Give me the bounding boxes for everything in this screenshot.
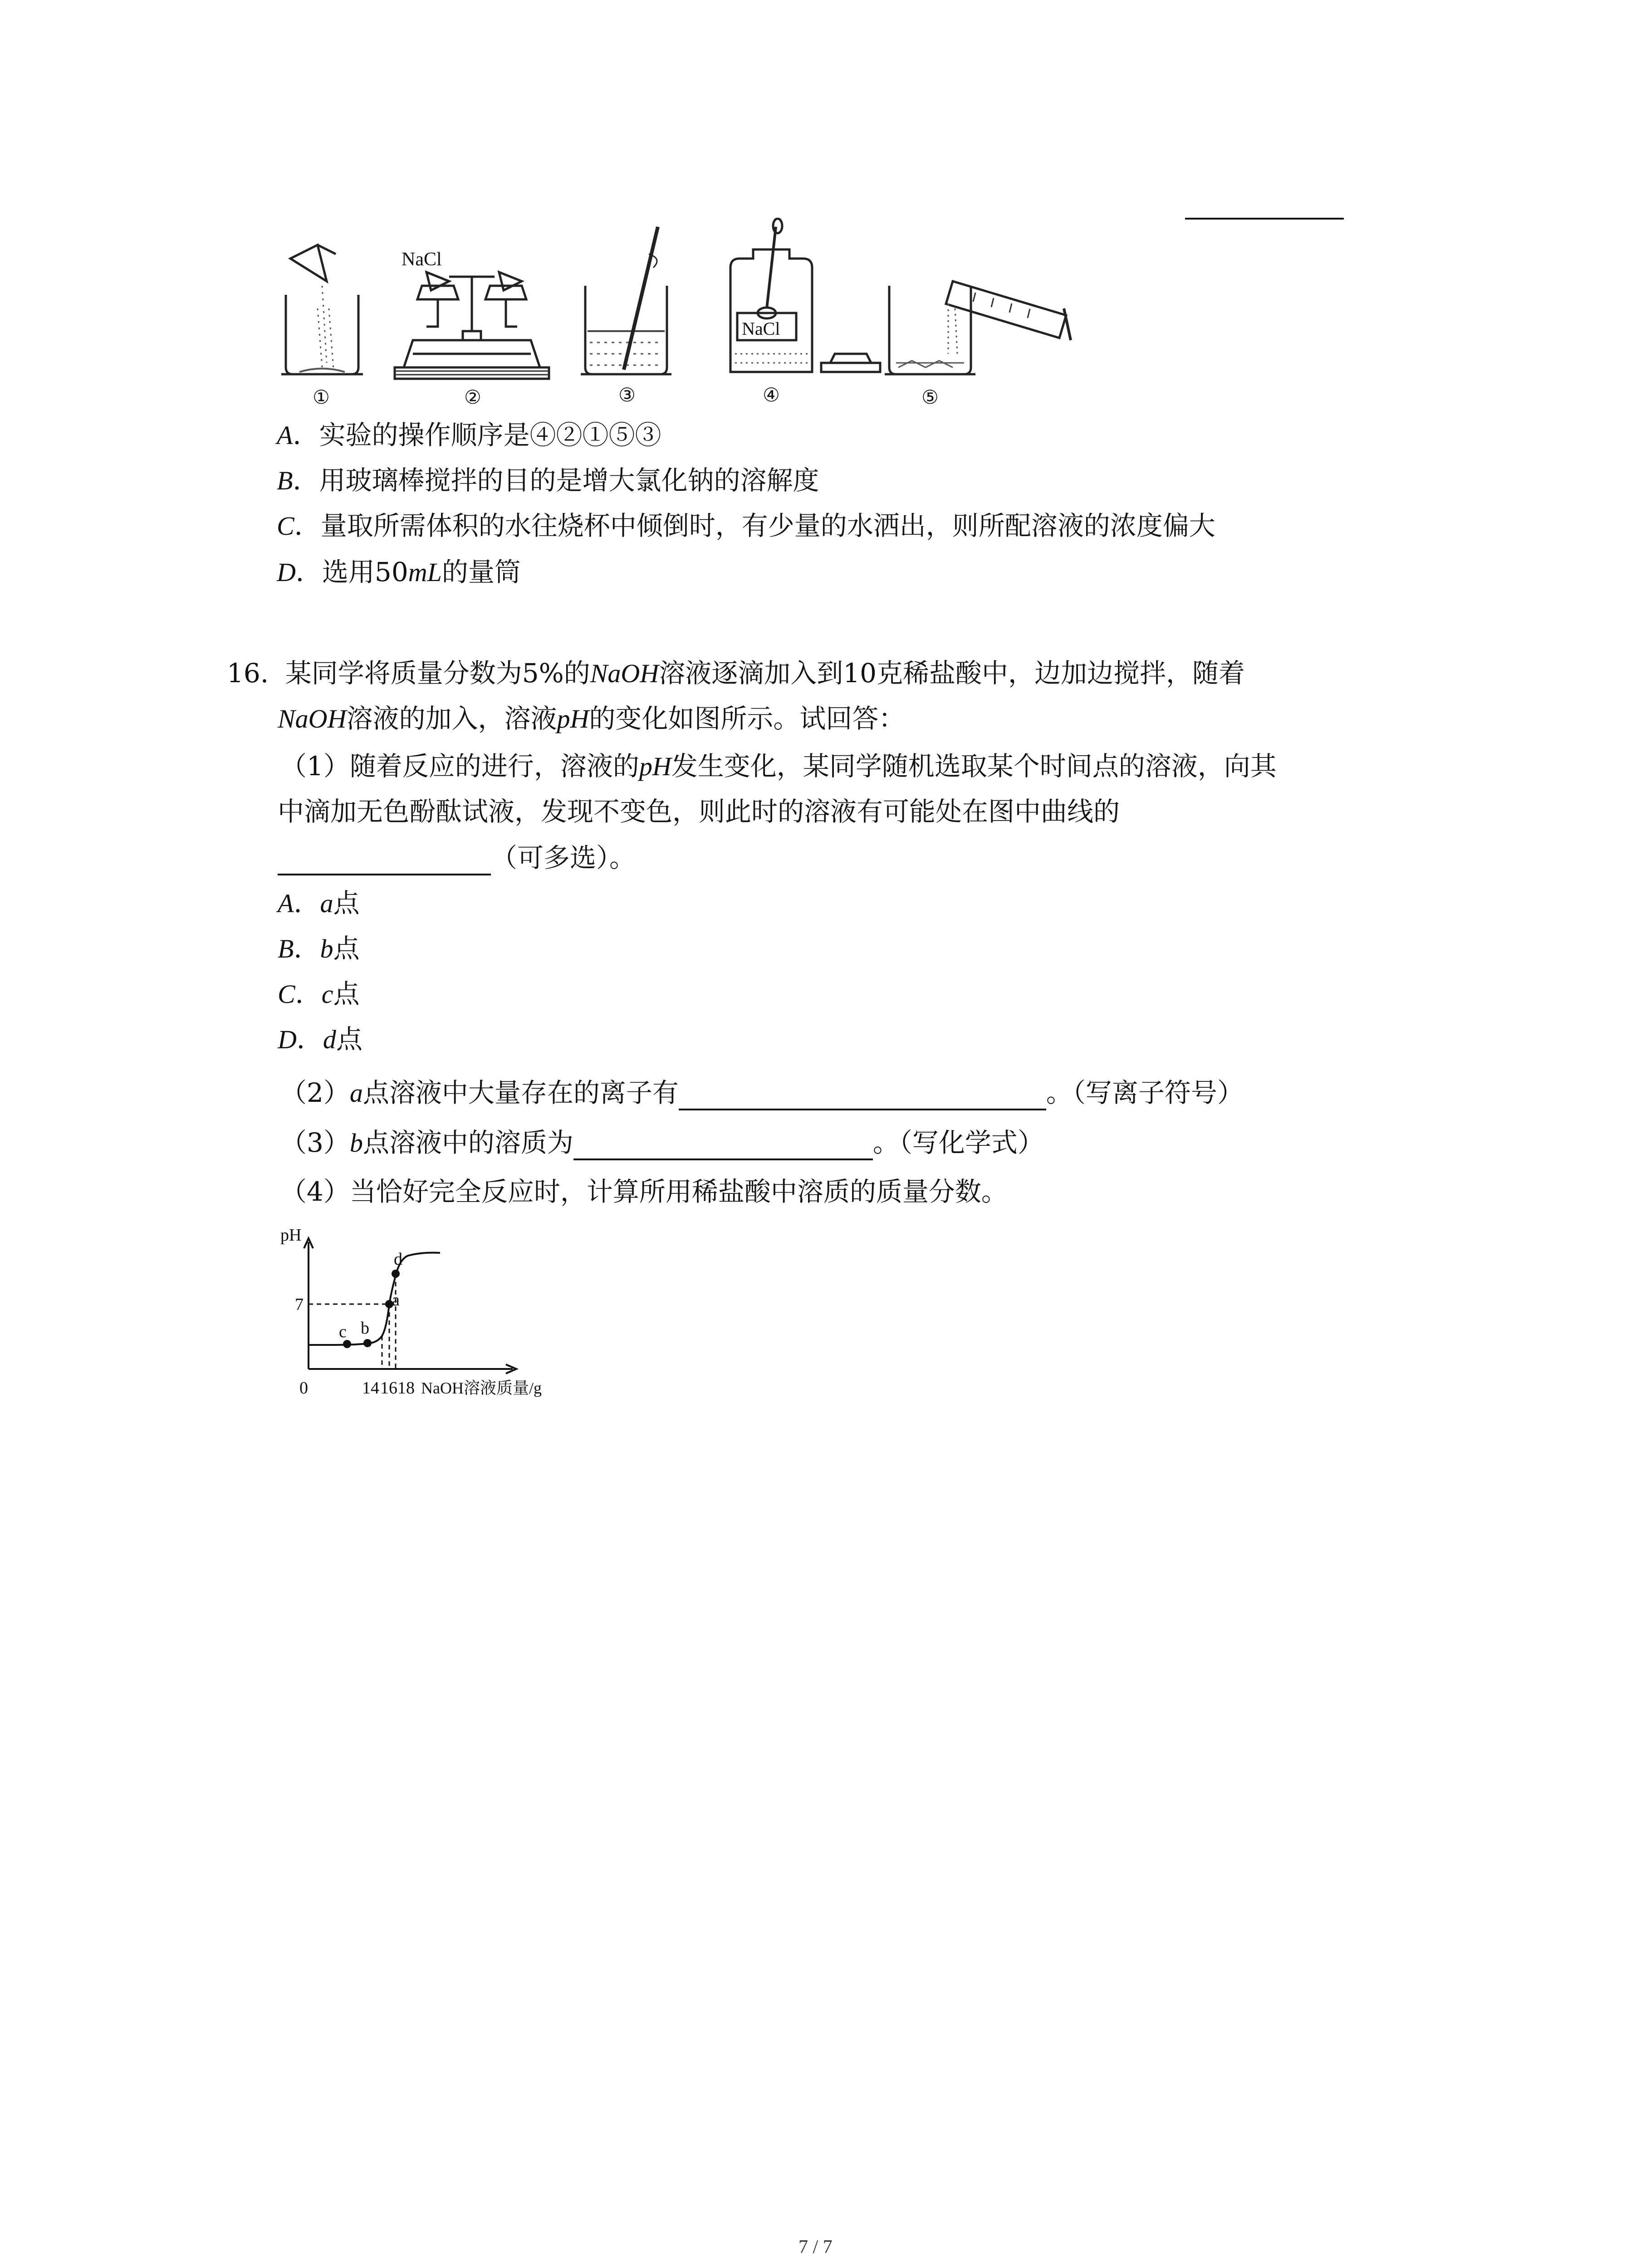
point-b <box>363 1339 372 1347</box>
option-text-pre: 选用 <box>322 557 375 587</box>
option-var: c <box>321 979 333 1009</box>
point-label-a: a <box>392 1290 400 1310</box>
q15-option-d[interactable]: D．选用50mL的量筒 <box>277 557 521 587</box>
stem-text: 某同学将质量分数为 <box>285 658 522 689</box>
point-label-c: c <box>339 1322 347 1341</box>
part-3-var: b <box>349 1128 363 1158</box>
question-number: 16. <box>227 658 269 689</box>
nacl-pan-label: NaCl <box>402 249 442 270</box>
beaker-stirring-icon <box>581 227 671 374</box>
y-axis-label: pH <box>280 1226 302 1245</box>
ph-curve-graph <box>277 1225 585 1406</box>
part-2-var: a <box>349 1078 363 1108</box>
step-label-3: ③ <box>618 385 636 406</box>
option-letter: B <box>277 466 293 495</box>
reagent-bottle-icon <box>730 219 880 372</box>
part-3-text: 。（写化学式） <box>872 1127 1044 1158</box>
part-1-ph: pH <box>639 752 671 781</box>
part-2-text: 点溶液中大量存在的离子有 <box>362 1077 679 1108</box>
stem-text: 的 <box>563 658 590 689</box>
option-letter: C <box>277 511 294 541</box>
q16-part-1-line-2 <box>278 798 1120 825</box>
q16-option-b[interactable]: B．b点 <box>278 933 360 964</box>
q16-part-1-line-1 <box>280 753 1277 780</box>
option-text-post: 的量筒 <box>441 557 521 587</box>
part-1-text: 中滴加无色酚酞试液，发现不变色，则此时的溶液有可能处在图中曲线的 <box>278 796 1120 827</box>
page-number: 7 / 7 <box>798 2237 833 2258</box>
option-letter: B <box>278 934 294 963</box>
option-letter: D <box>278 1025 297 1054</box>
q16-part-2 <box>280 1077 1244 1110</box>
stem-number: 10 <box>843 658 877 689</box>
option-letter: A <box>278 889 294 918</box>
step-label-5: ⑤ <box>921 387 939 408</box>
stem-text: 的变化如图所示。试回答： <box>589 703 905 734</box>
question-15-figure <box>272 218 1080 417</box>
point-d <box>392 1270 400 1278</box>
stem-text: 溶液逐滴加入到 <box>659 658 843 689</box>
part-1-text: （1）随着反应的进行，溶液的 <box>280 751 639 782</box>
option-text: 实验的操作顺序是④②①⑤③ <box>319 420 661 450</box>
q15-option-a[interactable]: A．实验的操作顺序是④②①⑤③ <box>277 420 661 450</box>
option-var: d <box>323 1025 336 1054</box>
option-suffix: 点 <box>333 978 360 1009</box>
beaker-cylinder-pouring-icon <box>885 281 1071 374</box>
q16-part-1-line-3 <box>278 842 636 875</box>
ph-curve <box>309 1253 440 1345</box>
beaker-pouring-salt-icon <box>281 245 363 374</box>
step-label-4: ④ <box>763 385 780 406</box>
option-letter: C <box>278 979 295 1009</box>
step-label-1: ① <box>313 387 330 408</box>
stem-formula: NaOH <box>590 659 659 688</box>
q16-option-a[interactable]: A．a点 <box>278 888 360 919</box>
x-tick-18: 18 <box>397 1378 415 1398</box>
q16-stem-line-1 <box>227 660 1245 687</box>
y-tick-7: 7 <box>295 1295 304 1314</box>
stem-text: 溶液的加入，溶液 <box>346 703 557 734</box>
point-label-d: d <box>394 1250 402 1269</box>
q16-part-4 <box>280 1178 1008 1205</box>
part-1-text: （可多选）。 <box>491 842 636 873</box>
top-answer-line <box>1185 218 1344 220</box>
option-value: 50 <box>374 557 408 587</box>
x-axis-label: NaOH溶液质量/g <box>421 1379 542 1397</box>
part-1-text: 发生变化，某同学随机选取某个时间点的溶液，向其 <box>671 751 1277 782</box>
part-2-text: （2） <box>280 1077 350 1108</box>
option-var: a <box>320 889 333 918</box>
option-suffix: 点 <box>336 1024 362 1055</box>
part-3-text: （3） <box>280 1127 350 1158</box>
balance-icon <box>395 272 549 379</box>
option-letter: D <box>277 557 296 587</box>
x-tick-16: 16 <box>380 1378 397 1398</box>
origin-label: 0 <box>299 1378 308 1398</box>
point-label-b: b <box>361 1319 369 1338</box>
x-tick-14: 14 <box>362 1378 379 1398</box>
q16-option-c[interactable]: C．c点 <box>278 978 360 1009</box>
part-2-text: 。（写离子符号） <box>1046 1077 1244 1108</box>
answer-blank-3[interactable] <box>573 1132 873 1160</box>
stem-ph: pH <box>557 704 589 733</box>
option-suffix: 点 <box>333 933 360 964</box>
q16-part-3 <box>280 1129 1044 1160</box>
nacl-bottle-label: NaCl <box>742 318 780 339</box>
option-letter: A <box>277 420 293 450</box>
option-text: 用玻璃棒搅拌的目的是增大氯化钠的溶解度 <box>319 465 819 496</box>
q16-stem-line-2 <box>278 705 905 732</box>
q15-option-b[interactable]: B．用玻璃棒搅拌的目的是增大氯化钠的溶解度 <box>277 465 819 496</box>
part-3-text: 点溶液中的溶质为 <box>362 1127 573 1158</box>
step-label-2: ② <box>464 387 481 408</box>
stem-percent: 5% <box>522 658 564 689</box>
option-suffix: 点 <box>333 888 360 919</box>
option-unit: mL <box>408 557 442 587</box>
stem-text: 克稀盐酸中，边加边搅拌，随着 <box>877 658 1245 689</box>
part-4-text: （4）当恰好完全反应时，计算所用稀盐酸中溶质的质量分数。 <box>280 1176 1008 1207</box>
option-var: b <box>320 934 333 963</box>
answer-blank-2[interactable] <box>679 1082 1046 1110</box>
stem-formula: NaOH <box>278 704 347 733</box>
q15-option-c[interactable]: C．量取所需体积的水往烧杯中倾倒时，有少量的水洒出，则所配溶液的浓度偏大 <box>277 510 1215 541</box>
option-text: 量取所需体积的水往烧杯中倾倒时，有少量的水洒出，则所配溶液的浓度偏大 <box>320 510 1215 541</box>
q16-option-d[interactable]: D．d点 <box>278 1024 362 1055</box>
answer-blank-1[interactable] <box>278 847 491 875</box>
